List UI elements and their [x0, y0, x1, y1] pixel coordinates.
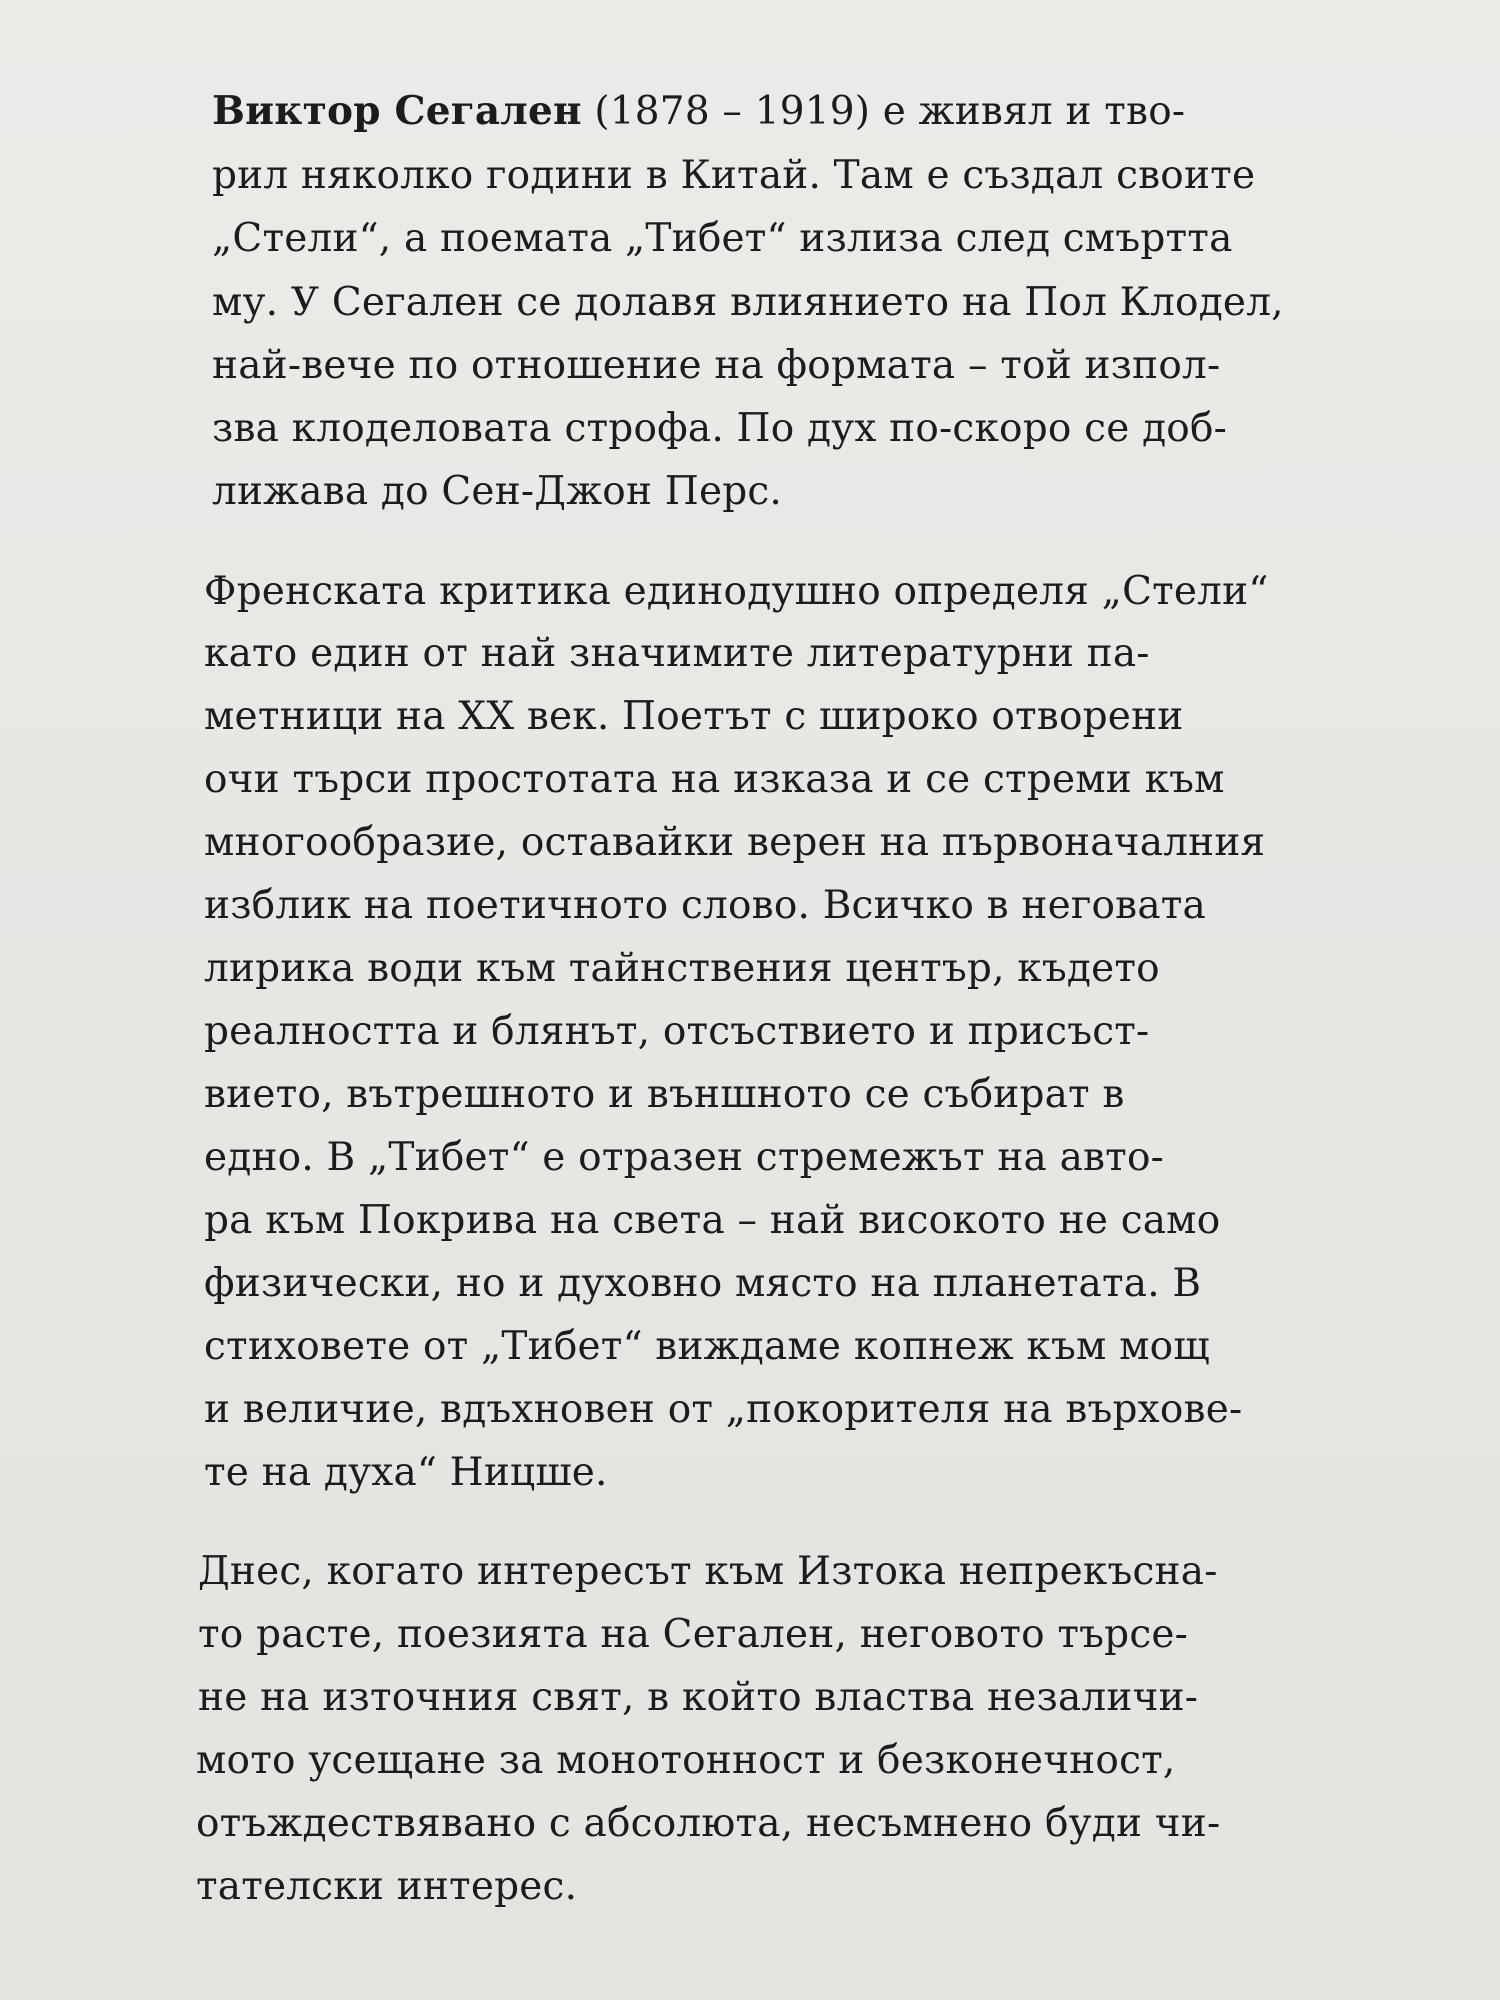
paragraph-1-line-2: рил няколко години в Китай. Там е създал своите — [212, 153, 1256, 198]
paragraph-2-line-2: като един от най значимите литературни па- — [204, 631, 1150, 676]
paragraph-2-line-12: физически, но и духовно място на планетата. В — [204, 1261, 1202, 1306]
paragraph-1-line-7: лижава до Сен-Джон Перс. — [212, 469, 783, 514]
paragraph-2-line-9: вието, вътрешното и външното се събират в — [204, 1072, 1125, 1117]
paragraph-1-line-3: „Стели“, а поемата „Тибет“ излиза след смъртта — [212, 216, 1233, 261]
paragraph-3-line-4: мото усещане за монотонност и безконечност, — [196, 1738, 1176, 1783]
paragraph-3-line-2: то расте, поезията на Сегален, неговото търсе- — [198, 1612, 1189, 1657]
paragraph-2-line-4: очи търси простотата на изказа и се стреми към — [204, 757, 1225, 802]
paragraph-3-line-3: не на източния свят, в който властва незаличи- — [198, 1675, 1199, 1720]
paragraph-2-line-10: едно. В „Тибет“ е отразен стремежът на авто- — [204, 1135, 1165, 1180]
paragraph-2-line-3: метници на XX век. Поетът с широко отворени — [204, 694, 1184, 739]
paragraph-1-line-1 — [212, 88, 1186, 134]
paragraph-1-line-4: му. У Сегален се долавя влиянието на Пол Клодел, — [212, 280, 1284, 325]
paragraph-1-line-6: зва клоделовата строфа. По дух по-скоро се доб- — [212, 406, 1228, 451]
paragraph-2-line-6: изблик на поетичното слово. Всичко в неговата — [204, 883, 1206, 928]
paragraph-1-line-1-rest: (1878 – 1919) е живял и тво- — [581, 89, 1186, 134]
paragraph-1-line-5: най-вече по отношение на формата – той изпол- — [212, 343, 1221, 388]
paragraph-3-line-1: Днес, когато интересът към Изтока непрекъсна- — [198, 1549, 1218, 1594]
paragraph-2-line-1: Френската критика единодушно определя „Стели“ — [204, 569, 1269, 614]
paragraph-2-line-7: лирика води към тайнствения център, където — [204, 946, 1160, 991]
paragraph-2-line-13: стиховете от „Тибет“ виждаме копнеж към мощ — [204, 1324, 1210, 1369]
author-name: Виктор Сегален — [212, 88, 582, 134]
paragraph-2-line-5: многообразие, оставайки верен на първоначалния — [204, 820, 1266, 865]
paragraph-2-line-11: ра към Покрива на света – най високото не само — [204, 1198, 1221, 1243]
paragraph-2-line-15: те на духа“ Ницше. — [204, 1450, 608, 1495]
paragraph-3-line-6: тателски интерес. — [196, 1864, 578, 1909]
paragraph-2-line-8: реалността и блянът, отсъствието и присъст- — [204, 1009, 1150, 1054]
paragraph-2-line-14: и величие, вдъхновен от „покорителя на върхове- — [204, 1387, 1243, 1432]
paragraph-3-line-5: отъждествявано с абсолюта, несъмнено буди чи- — [196, 1801, 1221, 1846]
